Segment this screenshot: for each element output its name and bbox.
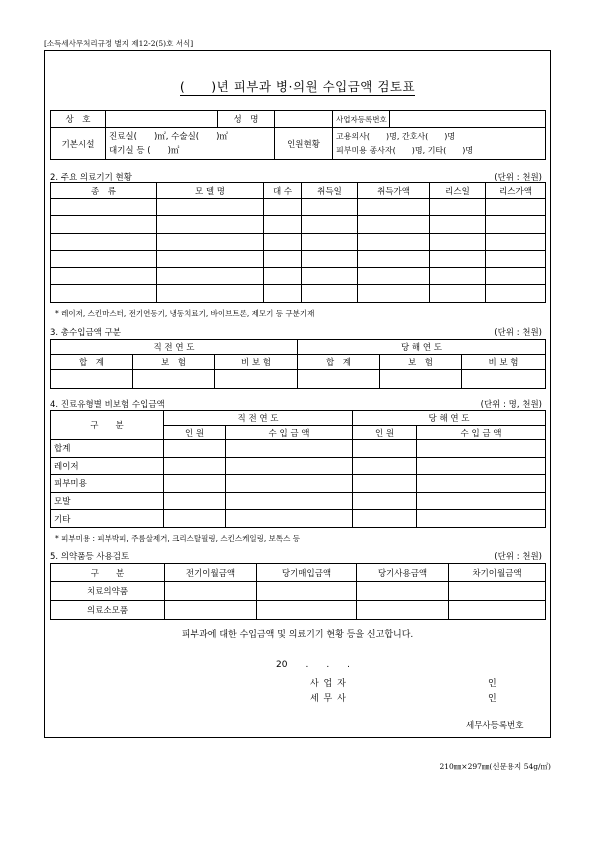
- section-4-unit: (단위 : 명, 천원): [480, 400, 542, 410]
- category-row: [51, 475, 546, 493]
- device-cell[interactable]: [264, 250, 302, 267]
- section-5-title: 5. 의약품등 사용검토: [50, 552, 130, 562]
- name-field[interactable]: [275, 111, 333, 128]
- col-carried-in: 전기이월금액: [165, 564, 257, 582]
- category-cell[interactable]: [417, 492, 546, 510]
- staff-line-2: 피부미용 종사자( )명, 기타( )명: [336, 145, 474, 155]
- category-row: [51, 492, 546, 510]
- category-cell[interactable]: [353, 510, 417, 528]
- device-cell[interactable]: [486, 233, 546, 250]
- col-lease-price: 리스가액: [486, 183, 546, 199]
- device-cell[interactable]: [430, 233, 486, 250]
- prev-amount-header: 수 입 금 액: [226, 426, 353, 440]
- device-cell[interactable]: [264, 285, 302, 302]
- prev-total-header: 합 계: [51, 355, 133, 370]
- device-cell[interactable]: [302, 285, 358, 302]
- medicine-cell[interactable]: [165, 601, 257, 620]
- category-cell[interactable]: [226, 492, 353, 510]
- curr-count-header: 인 원: [353, 426, 417, 440]
- category-cell[interactable]: [353, 440, 417, 458]
- device-cell[interactable]: [358, 199, 430, 216]
- category-label: 모발: [51, 492, 164, 510]
- medicine-category-label: 의료소모품: [51, 601, 165, 620]
- uninsured-income-table: [50, 410, 546, 528]
- section-5-unit: (단위 : 천원): [494, 552, 542, 562]
- category-header: 구 분: [51, 411, 164, 440]
- category-cell[interactable]: [164, 457, 226, 475]
- device-cell[interactable]: [302, 199, 358, 216]
- device-row: [51, 250, 546, 267]
- device-row: [51, 285, 546, 302]
- medicine-cell[interactable]: [165, 582, 257, 601]
- basic-info-table: [50, 110, 546, 160]
- device-cell[interactable]: [157, 268, 264, 285]
- device-cell[interactable]: [486, 199, 546, 216]
- device-cell[interactable]: [264, 199, 302, 216]
- curr-amount-header: 수 입 금 액: [417, 426, 546, 440]
- curr-total-field[interactable]: [298, 370, 380, 389]
- device-cell[interactable]: [358, 233, 430, 250]
- prev-uninsured-header: 비 보 험: [215, 355, 298, 370]
- device-cell[interactable]: [302, 233, 358, 250]
- prev-insured-header: 보 험: [133, 355, 215, 370]
- category-cell[interactable]: [226, 475, 353, 493]
- device-row: [51, 199, 546, 216]
- col-acq-date: 취득일: [302, 183, 358, 199]
- prev-year-header: 직 전 연 도: [51, 340, 298, 355]
- device-cell[interactable]: [51, 250, 157, 267]
- facility-label: 기본시설: [51, 128, 106, 160]
- device-cell[interactable]: [486, 216, 546, 233]
- device-cell[interactable]: [430, 285, 486, 302]
- device-cell[interactable]: [486, 268, 546, 285]
- category-label: 기타: [51, 510, 164, 528]
- device-cell[interactable]: [358, 250, 430, 267]
- curr-year-header: 당 해 연 도: [298, 340, 546, 355]
- device-cell[interactable]: [264, 268, 302, 285]
- category-cell[interactable]: [226, 440, 353, 458]
- curr-uninsured-header: 비 보 험: [462, 355, 546, 370]
- col-purchased: 당기매입금액: [257, 564, 357, 582]
- biz-no-label: 사업자등록번호: [333, 111, 390, 128]
- device-cell[interactable]: [302, 268, 358, 285]
- category-row: [51, 510, 546, 528]
- device-cell[interactable]: [302, 250, 358, 267]
- device-cell[interactable]: [430, 216, 486, 233]
- col-model: 모 델 명: [157, 183, 264, 199]
- staff-label: 인원현황: [275, 128, 333, 160]
- col-used: 당기사용금액: [357, 564, 449, 582]
- medicine-cell[interactable]: [449, 582, 546, 601]
- device-cell[interactable]: [358, 285, 430, 302]
- prev-count-header: 인 원: [164, 426, 226, 440]
- device-row: [51, 268, 546, 285]
- total-income-table: [50, 339, 546, 389]
- staff-field[interactable]: [333, 128, 546, 160]
- prev-total-field[interactable]: [51, 370, 133, 389]
- category-cell[interactable]: [164, 492, 226, 510]
- category-cell[interactable]: [417, 457, 546, 475]
- device-cell[interactable]: [264, 233, 302, 250]
- device-cell[interactable]: [51, 199, 157, 216]
- device-cell[interactable]: [486, 250, 546, 267]
- device-cell[interactable]: [358, 216, 430, 233]
- facility-field[interactable]: [106, 128, 275, 160]
- trade-name-field[interactable]: [106, 111, 218, 128]
- device-cell[interactable]: [157, 199, 264, 216]
- medicine-usage-table: [50, 563, 546, 620]
- col-type: 종 류: [51, 183, 157, 199]
- prev-year-header: 직 전 연 도: [164, 411, 353, 426]
- curr-uninsured-field[interactable]: [462, 370, 546, 389]
- device-cell[interactable]: [358, 268, 430, 285]
- col-category: 구 분: [51, 564, 165, 582]
- prev-uninsured-field[interactable]: [215, 370, 298, 389]
- category-cell[interactable]: [353, 492, 417, 510]
- trade-name-label: 상 호: [51, 111, 106, 128]
- section-4-title: 4. 진료유형별 비보험 수입금액: [50, 400, 165, 410]
- medicine-cell[interactable]: [449, 601, 546, 620]
- category-cell[interactable]: [417, 510, 546, 528]
- medicine-cell[interactable]: [357, 582, 449, 601]
- category-cell[interactable]: [164, 510, 226, 528]
- device-cell[interactable]: [486, 285, 546, 302]
- category-cell[interactable]: [353, 457, 417, 475]
- category-cell[interactable]: [353, 475, 417, 493]
- section-4-note: * 피부미용 : 피부박피, 주름살제거, 크리스탈필링, 스킨스케일링, 보톡스 등: [55, 534, 300, 543]
- device-cell[interactable]: [157, 250, 264, 267]
- category-cell[interactable]: [164, 440, 226, 458]
- tax-agent-reg-label: 세무사등록번호: [466, 721, 524, 731]
- col-count: 대 수: [264, 183, 302, 199]
- operator-label: 사 업 자: [310, 679, 347, 689]
- staff-line-1: 고용의사( )명, 간호사( )명: [336, 131, 456, 141]
- device-cell[interactable]: [51, 233, 157, 250]
- medicine-row: [51, 601, 546, 620]
- tax-agent-seal: 인: [488, 694, 497, 704]
- operator-seal: 인: [488, 679, 497, 689]
- facility-line-1: 진료실( )㎡, 수술실( )㎡: [109, 131, 228, 142]
- curr-insured-field[interactable]: [380, 370, 462, 389]
- category-cell[interactable]: [417, 440, 546, 458]
- section-2-note: * 레이저, 스킨마스터, 전기연동기, 냉동치료기, 바이브트론, 제모기 등 구분기재: [55, 309, 315, 318]
- form-header-note: [소득세사무처리규정 별지 제12-2(5)호 서식]: [44, 39, 194, 48]
- name-label: 성 명: [218, 111, 275, 128]
- curr-insured-header: 보 험: [380, 355, 462, 370]
- category-cell[interactable]: [226, 457, 353, 475]
- device-cell[interactable]: [430, 250, 486, 267]
- facility-line-2: 대기실 등 ( )㎡: [109, 145, 180, 156]
- paper-spec: 210㎜×297㎜(신문용지 54g/㎡): [439, 762, 551, 771]
- section-3-title: 3. 총수입금액 구분: [50, 328, 121, 338]
- col-lease-date: 리스일: [430, 183, 486, 199]
- date-line: 20 . . .: [276, 660, 351, 670]
- device-row: [51, 233, 546, 250]
- medicine-cell[interactable]: [357, 601, 449, 620]
- medical-devices-table: [50, 182, 546, 303]
- declaration-text: 피부과에 대한 수입금액 및 의료기기 현황 등을 신고합니다.: [181, 630, 414, 640]
- medicine-cell[interactable]: [257, 582, 357, 601]
- medicine-category-label: 치료의약품: [51, 582, 165, 601]
- device-cell[interactable]: [157, 285, 264, 302]
- category-cell[interactable]: [226, 510, 353, 528]
- device-cell[interactable]: [302, 216, 358, 233]
- category-label: 레이저: [51, 457, 164, 475]
- category-label: 합계: [51, 440, 164, 458]
- category-cell[interactable]: [164, 475, 226, 493]
- medicine-cell[interactable]: [257, 601, 357, 620]
- form-title: ( )년 피부과 병·의원 수입금액 검토표: [179, 79, 416, 94]
- category-label: 피부미용: [51, 475, 164, 493]
- section-2-title: 2. 주요 의료기기 현황: [50, 173, 132, 183]
- device-cell[interactable]: [51, 216, 157, 233]
- col-acq-price: 취득가액: [358, 183, 430, 199]
- device-cell[interactable]: [51, 268, 157, 285]
- category-cell[interactable]: [417, 475, 546, 493]
- device-cell[interactable]: [51, 285, 157, 302]
- tax-agent-label: 세 무 사: [310, 694, 347, 704]
- medicine-row: [51, 582, 546, 601]
- device-cell[interactable]: [157, 233, 264, 250]
- curr-total-header: 합 계: [298, 355, 380, 370]
- device-cell[interactable]: [430, 199, 486, 216]
- device-row: [51, 216, 546, 233]
- category-row: [51, 440, 546, 458]
- prev-insured-field[interactable]: [133, 370, 215, 389]
- curr-year-header: 당 해 연 도: [353, 411, 546, 426]
- col-carried-out: 차기이월금액: [449, 564, 546, 582]
- device-cell[interactable]: [430, 268, 486, 285]
- device-cell[interactable]: [157, 216, 264, 233]
- section-3-unit: (단위 : 천원): [494, 328, 542, 338]
- biz-no-field[interactable]: [390, 111, 546, 128]
- category-row: [51, 457, 546, 475]
- device-cell[interactable]: [264, 216, 302, 233]
- section-2-unit: (단위 : 천원): [494, 173, 542, 183]
